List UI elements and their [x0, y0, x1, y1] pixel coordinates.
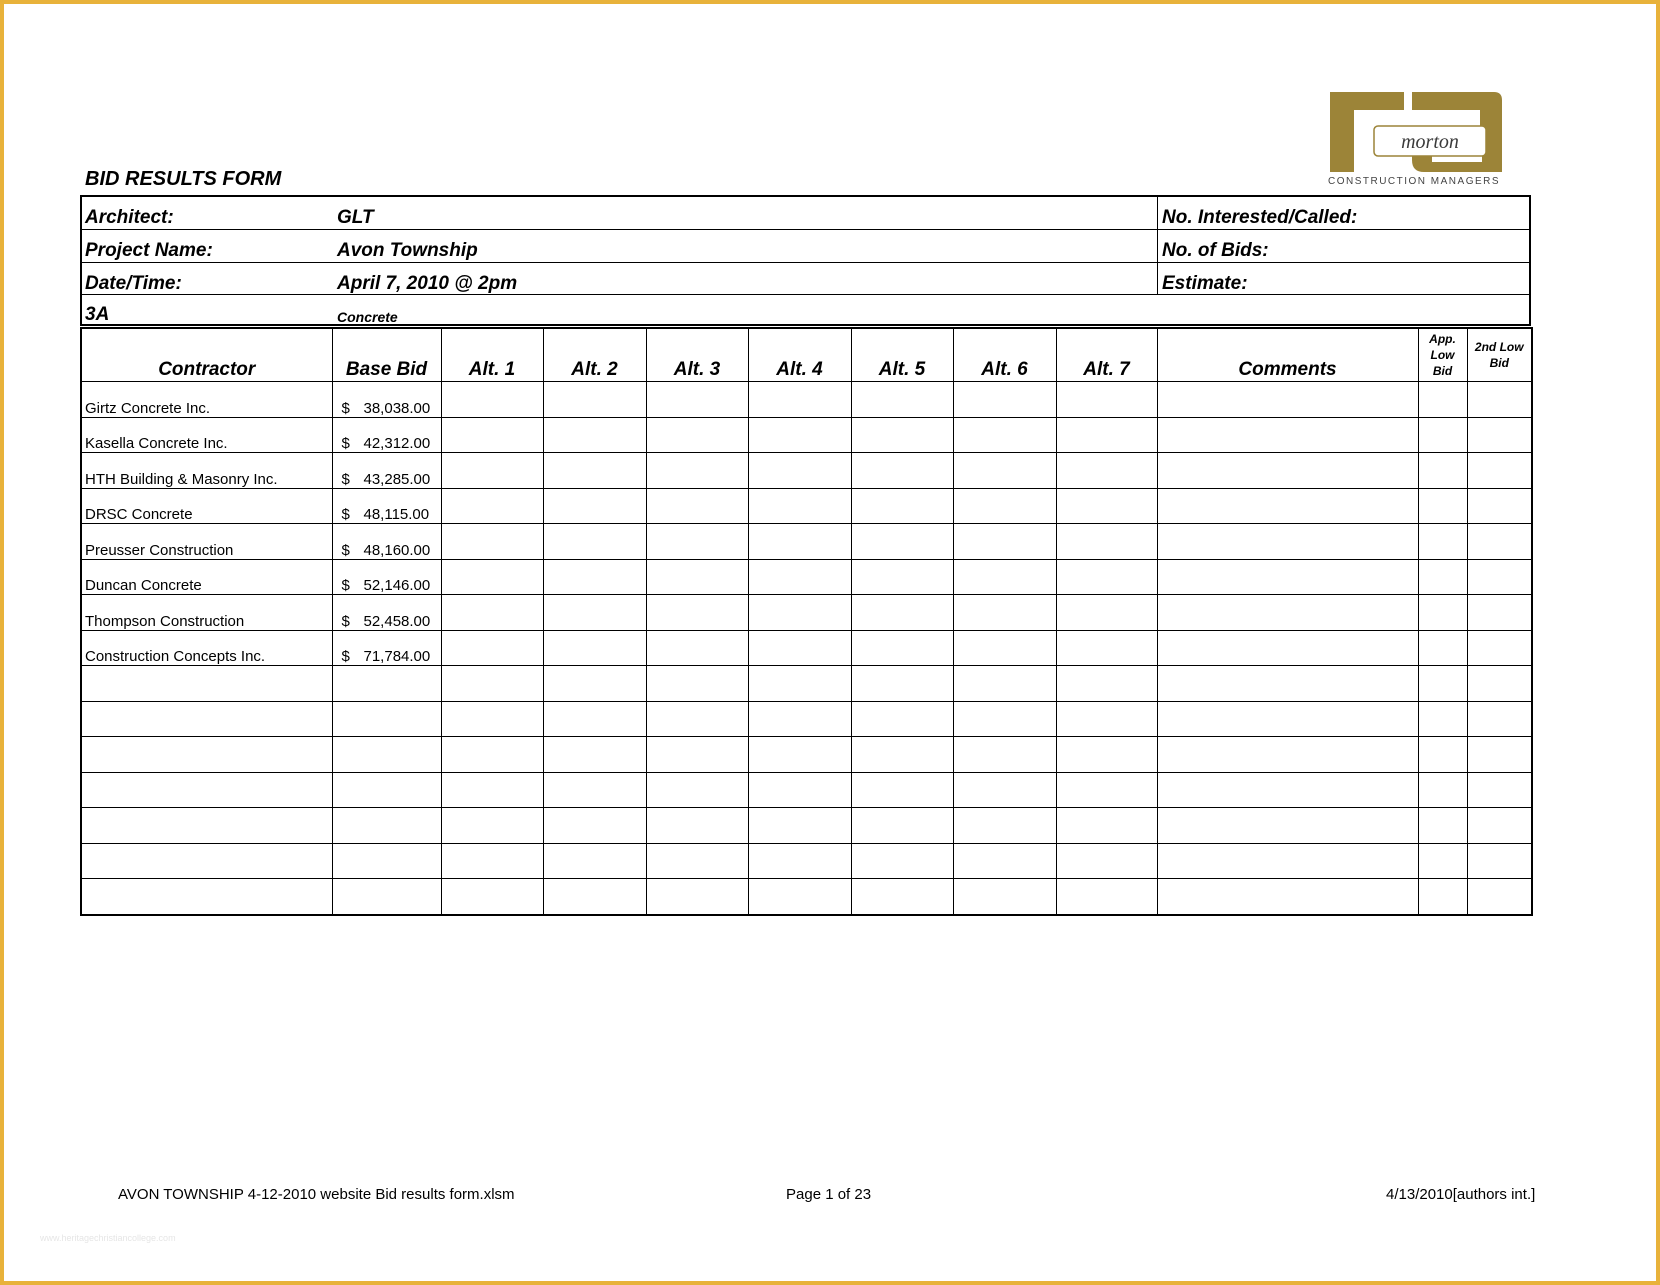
- estimate-label: Estimate:: [1162, 273, 1248, 294]
- project-name-label: Project Name:: [85, 240, 213, 261]
- second-low-bid-cell: [1467, 595, 1532, 631]
- app-low-bid-cell: [1418, 488, 1467, 524]
- comments-cell: [1157, 559, 1418, 595]
- table-row: [81, 595, 1532, 631]
- table-row: [81, 417, 1532, 453]
- base-bid-cell: [332, 701, 441, 737]
- table-row: [81, 737, 1532, 773]
- base-bid-amount: 42,312.00: [363, 435, 431, 452]
- alt-3-cell: [646, 382, 748, 418]
- comments-cell: [1157, 701, 1418, 737]
- alt-2-cell: [543, 737, 646, 773]
- alt-1-cell: [441, 737, 543, 773]
- base-bid-cell: [332, 488, 441, 524]
- second-low-bid-cell: [1467, 488, 1532, 524]
- header-base-bid: Base Bid: [332, 328, 441, 382]
- table-row: [81, 453, 1532, 489]
- comments-cell: [1157, 595, 1418, 631]
- base-bid-cell: [332, 417, 441, 453]
- alt-5-cell: [851, 879, 953, 915]
- alt-3-cell: [646, 879, 748, 915]
- alt-5-cell: [851, 595, 953, 631]
- alt-4-cell: [748, 595, 851, 631]
- alt-3-cell: [646, 595, 748, 631]
- second-low-bid-cell: [1467, 630, 1532, 666]
- base-bid-cell: [332, 737, 441, 773]
- contractor-cell: [81, 666, 332, 702]
- alt-2-cell: [543, 524, 646, 560]
- app-low-bid-cell: [1418, 524, 1467, 560]
- alt-2-cell: [543, 595, 646, 631]
- alt-4-cell: [748, 666, 851, 702]
- alt-2-cell: [543, 879, 646, 915]
- ra-morton-logo: [1324, 86, 1504, 190]
- alt-7-cell: [1056, 559, 1157, 595]
- alt-4-cell: [748, 879, 851, 915]
- currency-symbol: $: [341, 648, 350, 665]
- table-row: [81, 666, 1532, 702]
- alt-5-cell: [851, 382, 953, 418]
- app-low-bid-cell: [1418, 701, 1467, 737]
- currency-symbol: $: [341, 577, 350, 594]
- app-low-bid-cell: [1418, 630, 1467, 666]
- base-bid-amount: 52,458.00: [363, 612, 431, 630]
- alt-5-cell: [851, 488, 953, 524]
- app-low-bid-cell: [1418, 453, 1467, 489]
- app-low-bid-cell: [1418, 772, 1467, 808]
- alt-6-cell: [953, 524, 1056, 560]
- header-alt-7: Alt. 7: [1056, 328, 1157, 382]
- base-bid-amount: 48,160.00: [363, 541, 431, 559]
- contractor-cell: Duncan Concrete: [81, 559, 332, 595]
- contractor-cell: [81, 843, 332, 879]
- alt-7-cell: [1056, 701, 1157, 737]
- app-low-bid-cell: [1418, 417, 1467, 453]
- alt-5-cell: [851, 666, 953, 702]
- base-bid-amount: 71,784.00: [363, 648, 431, 665]
- alt-7-cell: [1056, 737, 1157, 773]
- footer-page-number: Page 1 of 23: [786, 1186, 872, 1203]
- alt-3-cell: [646, 701, 748, 737]
- comments-cell: [1157, 524, 1418, 560]
- header-alt-4: Alt. 4: [748, 328, 851, 382]
- alt-1-cell: [441, 879, 543, 915]
- architect-value: GLT: [337, 207, 374, 228]
- alt-4-cell: [748, 453, 851, 489]
- second-low-bid-cell: [1467, 737, 1532, 773]
- app-low-bid-cell: [1418, 879, 1467, 915]
- watermark: www.heritagechristiancollege.com: [40, 1233, 176, 1243]
- base-bid-cell: [332, 524, 441, 560]
- table-row: [81, 843, 1532, 879]
- base-bid-amount: 52,146.00: [363, 577, 431, 594]
- table-body: [81, 382, 1532, 915]
- alt-5-cell: [851, 843, 953, 879]
- comments-cell: [1157, 879, 1418, 915]
- contractor-cell: Construction Concepts Inc.: [81, 630, 332, 666]
- alt-6-cell: [953, 453, 1056, 489]
- info-divider: [1157, 197, 1158, 295]
- alt-5-cell: [851, 701, 953, 737]
- comments-cell: [1157, 843, 1418, 879]
- currency-symbol: $: [341, 470, 350, 488]
- alt-3-cell: [646, 630, 748, 666]
- section-code: 3A: [85, 304, 110, 325]
- app-low-bid-cell: [1418, 559, 1467, 595]
- alt-6-cell: [953, 879, 1056, 915]
- table-row: [81, 524, 1532, 560]
- app-low-bid-cell: [1418, 595, 1467, 631]
- contractor-cell: [81, 701, 332, 737]
- alt-3-cell: [646, 488, 748, 524]
- alt-6-cell: [953, 701, 1056, 737]
- table-row: [81, 382, 1532, 418]
- alt-5-cell: [851, 630, 953, 666]
- contractor-cell: Preusser Construction: [81, 524, 332, 560]
- alt-1-cell: [441, 488, 543, 524]
- app-low-bid-cell: [1418, 382, 1467, 418]
- contractor-cell: Girtz Concrete Inc.: [81, 382, 332, 418]
- contractor-cell: [81, 737, 332, 773]
- alt-7-cell: [1056, 595, 1157, 631]
- alt-7-cell: [1056, 666, 1157, 702]
- contractor-cell: [81, 879, 332, 915]
- alt-7-cell: [1056, 772, 1157, 808]
- alt-2-cell: [543, 630, 646, 666]
- second-low-bid-cell: [1467, 382, 1532, 418]
- architect-label: Architect:: [85, 207, 174, 228]
- currency-symbol: $: [341, 541, 350, 559]
- alt-3-cell: [646, 737, 748, 773]
- header-contractor: Contractor: [81, 328, 332, 382]
- contractor-cell: DRSC Concrete: [81, 488, 332, 524]
- alt-4-cell: [748, 488, 851, 524]
- contractor-cell: [81, 772, 332, 808]
- alt-2-cell: [543, 453, 646, 489]
- second-low-bid-cell: [1467, 701, 1532, 737]
- base-bid-cell: [332, 559, 441, 595]
- table-row: [81, 772, 1532, 808]
- project-name-value: Avon Township: [337, 240, 478, 261]
- second-low-bid-cell: [1467, 879, 1532, 915]
- alt-3-cell: [646, 453, 748, 489]
- second-low-bid-cell: [1467, 772, 1532, 808]
- comments-cell: [1157, 453, 1418, 489]
- alt-2-cell: [543, 488, 646, 524]
- currency-symbol: $: [341, 612, 350, 630]
- table-row: [81, 488, 1532, 524]
- table-row: [81, 879, 1532, 915]
- base-bid-cell: [332, 808, 441, 844]
- alt-1-cell: [441, 808, 543, 844]
- table-row: [81, 559, 1532, 595]
- footer-date-author: 4/13/2010[authors int.]: [1386, 1186, 1536, 1203]
- alt-2-cell: [543, 843, 646, 879]
- contractor-cell: Thompson Construction: [81, 595, 332, 631]
- info-row-date: [82, 262, 1529, 295]
- alt-7-cell: [1056, 417, 1157, 453]
- alt-2-cell: [543, 417, 646, 453]
- base-bid-amount: 43,285.00: [363, 470, 431, 488]
- info-row-project: [82, 229, 1529, 263]
- header-comments: Comments: [1157, 328, 1418, 382]
- alt-1-cell: [441, 630, 543, 666]
- alt-6-cell: [953, 382, 1056, 418]
- second-low-bid-cell: [1467, 524, 1532, 560]
- bids-count-label: No. of Bids:: [1162, 240, 1269, 261]
- alt-3-cell: [646, 417, 748, 453]
- alt-1-cell: [441, 666, 543, 702]
- currency-symbol: $: [341, 399, 350, 417]
- contractor-cell: HTH Building & Masonry Inc.: [81, 453, 332, 489]
- base-bid-cell: [332, 879, 441, 915]
- header-alt-3: Alt. 3: [646, 328, 748, 382]
- alt-1-cell: [441, 382, 543, 418]
- app-low-bid-cell: [1418, 737, 1467, 773]
- second-low-bid-cell: [1467, 417, 1532, 453]
- base-bid-cell: [332, 666, 441, 702]
- base-bid-amount: 38,038.00: [363, 399, 431, 417]
- alt-2-cell: [543, 559, 646, 595]
- app-low-bid-cell: [1418, 666, 1467, 702]
- base-bid-cell: [332, 595, 441, 631]
- comments-cell: [1157, 417, 1418, 453]
- header-alt-2: Alt. 2: [543, 328, 646, 382]
- second-low-bid-cell: [1467, 808, 1532, 844]
- date-time-value: April 7, 2010 @ 2pm: [337, 273, 518, 294]
- header-alt-6: Alt. 6: [953, 328, 1056, 382]
- alt-4-cell: [748, 559, 851, 595]
- base-bid-cell: [332, 772, 441, 808]
- base-bid-cell: [332, 453, 441, 489]
- alt-6-cell: [953, 737, 1056, 773]
- alt-1-cell: [441, 417, 543, 453]
- interested-label: No. Interested/Called:: [1162, 207, 1358, 228]
- alt-1-cell: [441, 524, 543, 560]
- base-bid-amount: 48,115.00: [363, 506, 430, 523]
- second-low-bid-cell: [1467, 666, 1532, 702]
- alt-6-cell: [953, 595, 1056, 631]
- alt-7-cell: [1056, 453, 1157, 489]
- alt-5-cell: [851, 559, 953, 595]
- alt-1-cell: [441, 595, 543, 631]
- form-title: BID RESULTS FORM: [85, 168, 282, 190]
- alt-6-cell: [953, 630, 1056, 666]
- alt-3-cell: [646, 524, 748, 560]
- alt-7-cell: [1056, 488, 1157, 524]
- project-info-block: [80, 195, 1531, 326]
- table-row: [81, 701, 1532, 737]
- alt-4-cell: [748, 701, 851, 737]
- second-low-bid-cell: [1467, 559, 1532, 595]
- comments-cell: [1157, 808, 1418, 844]
- alt-6-cell: [953, 808, 1056, 844]
- alt-1-cell: [441, 701, 543, 737]
- alt-2-cell: [543, 382, 646, 418]
- comments-cell: [1157, 630, 1418, 666]
- alt-6-cell: [953, 666, 1056, 702]
- alt-5-cell: [851, 772, 953, 808]
- app-low-bid-cell: [1418, 843, 1467, 879]
- header-second-low-line2: Bid: [1489, 356, 1509, 370]
- header-app-low-line2: Low: [1430, 348, 1455, 362]
- alt-5-cell: [851, 737, 953, 773]
- table-row: [81, 808, 1532, 844]
- contractor-cell: [81, 808, 332, 844]
- alt-4-cell: [748, 417, 851, 453]
- alt-7-cell: [1056, 843, 1157, 879]
- comments-cell: [1157, 772, 1418, 808]
- alt-7-cell: [1056, 879, 1157, 915]
- alt-6-cell: [953, 772, 1056, 808]
- base-bid-cell: [332, 630, 441, 666]
- alt-1-cell: [441, 559, 543, 595]
- base-bid-cell: [332, 382, 441, 418]
- alt-5-cell: [851, 453, 953, 489]
- comments-cell: [1157, 382, 1418, 418]
- alt-3-cell: [646, 772, 748, 808]
- header-app-low-line1: App.: [1429, 332, 1456, 346]
- logo-caption: CONSTRUCTION MANAGERS: [1327, 176, 1501, 187]
- alt-3-cell: [646, 666, 748, 702]
- currency-symbol: $: [341, 506, 350, 523]
- alt-2-cell: [543, 772, 646, 808]
- alt-7-cell: [1056, 524, 1157, 560]
- alt-1-cell: [441, 453, 543, 489]
- alt-7-cell: [1056, 808, 1157, 844]
- alt-6-cell: [953, 488, 1056, 524]
- table-header-row: [81, 328, 1532, 382]
- alt-4-cell: [748, 630, 851, 666]
- alt-6-cell: [953, 417, 1056, 453]
- alt-4-cell: [748, 808, 851, 844]
- comments-cell: [1157, 488, 1418, 524]
- logo-word: morton: [1401, 131, 1459, 153]
- bid-results-table: [80, 327, 1533, 916]
- second-low-bid-cell: [1467, 453, 1532, 489]
- alt-5-cell: [851, 808, 953, 844]
- alt-4-cell: [748, 843, 851, 879]
- alt-1-cell: [441, 772, 543, 808]
- header-alt-5: Alt. 5: [851, 328, 953, 382]
- alt-6-cell: [953, 843, 1056, 879]
- header-alt-1: Alt. 1: [441, 328, 543, 382]
- base-bid-cell: [332, 843, 441, 879]
- header-second-low-bid: [1467, 328, 1532, 382]
- alt-1-cell: [441, 843, 543, 879]
- alt-3-cell: [646, 843, 748, 879]
- alt-3-cell: [646, 808, 748, 844]
- alt-4-cell: [748, 524, 851, 560]
- header-second-low-line1: 2nd Low: [1474, 340, 1524, 354]
- section-name: Concrete: [337, 309, 398, 325]
- comments-cell: [1157, 666, 1418, 702]
- alt-6-cell: [953, 559, 1056, 595]
- app-low-bid-cell: [1418, 808, 1467, 844]
- alt-4-cell: [748, 382, 851, 418]
- date-time-label: Date/Time:: [85, 273, 182, 294]
- header-app-low-line3: Bid: [1432, 364, 1453, 378]
- second-low-bid-cell: [1467, 843, 1532, 879]
- footer-filename: AVON TOWNSHIP 4-12-2010 website Bid results form.xlsm: [118, 1186, 515, 1203]
- alt-2-cell: [543, 701, 646, 737]
- alt-3-cell: [646, 559, 748, 595]
- table-row: [81, 630, 1532, 666]
- alt-5-cell: [851, 524, 953, 560]
- alt-7-cell: [1056, 630, 1157, 666]
- currency-symbol: $: [341, 435, 350, 452]
- header-app-low-bid: [1418, 328, 1467, 382]
- comments-cell: [1157, 737, 1418, 773]
- alt-7-cell: [1056, 382, 1157, 418]
- alt-4-cell: [748, 772, 851, 808]
- alt-4-cell: [748, 737, 851, 773]
- alt-2-cell: [543, 808, 646, 844]
- alt-2-cell: [543, 666, 646, 702]
- alt-5-cell: [851, 417, 953, 453]
- contractor-cell: Kasella Concrete Inc.: [81, 417, 332, 453]
